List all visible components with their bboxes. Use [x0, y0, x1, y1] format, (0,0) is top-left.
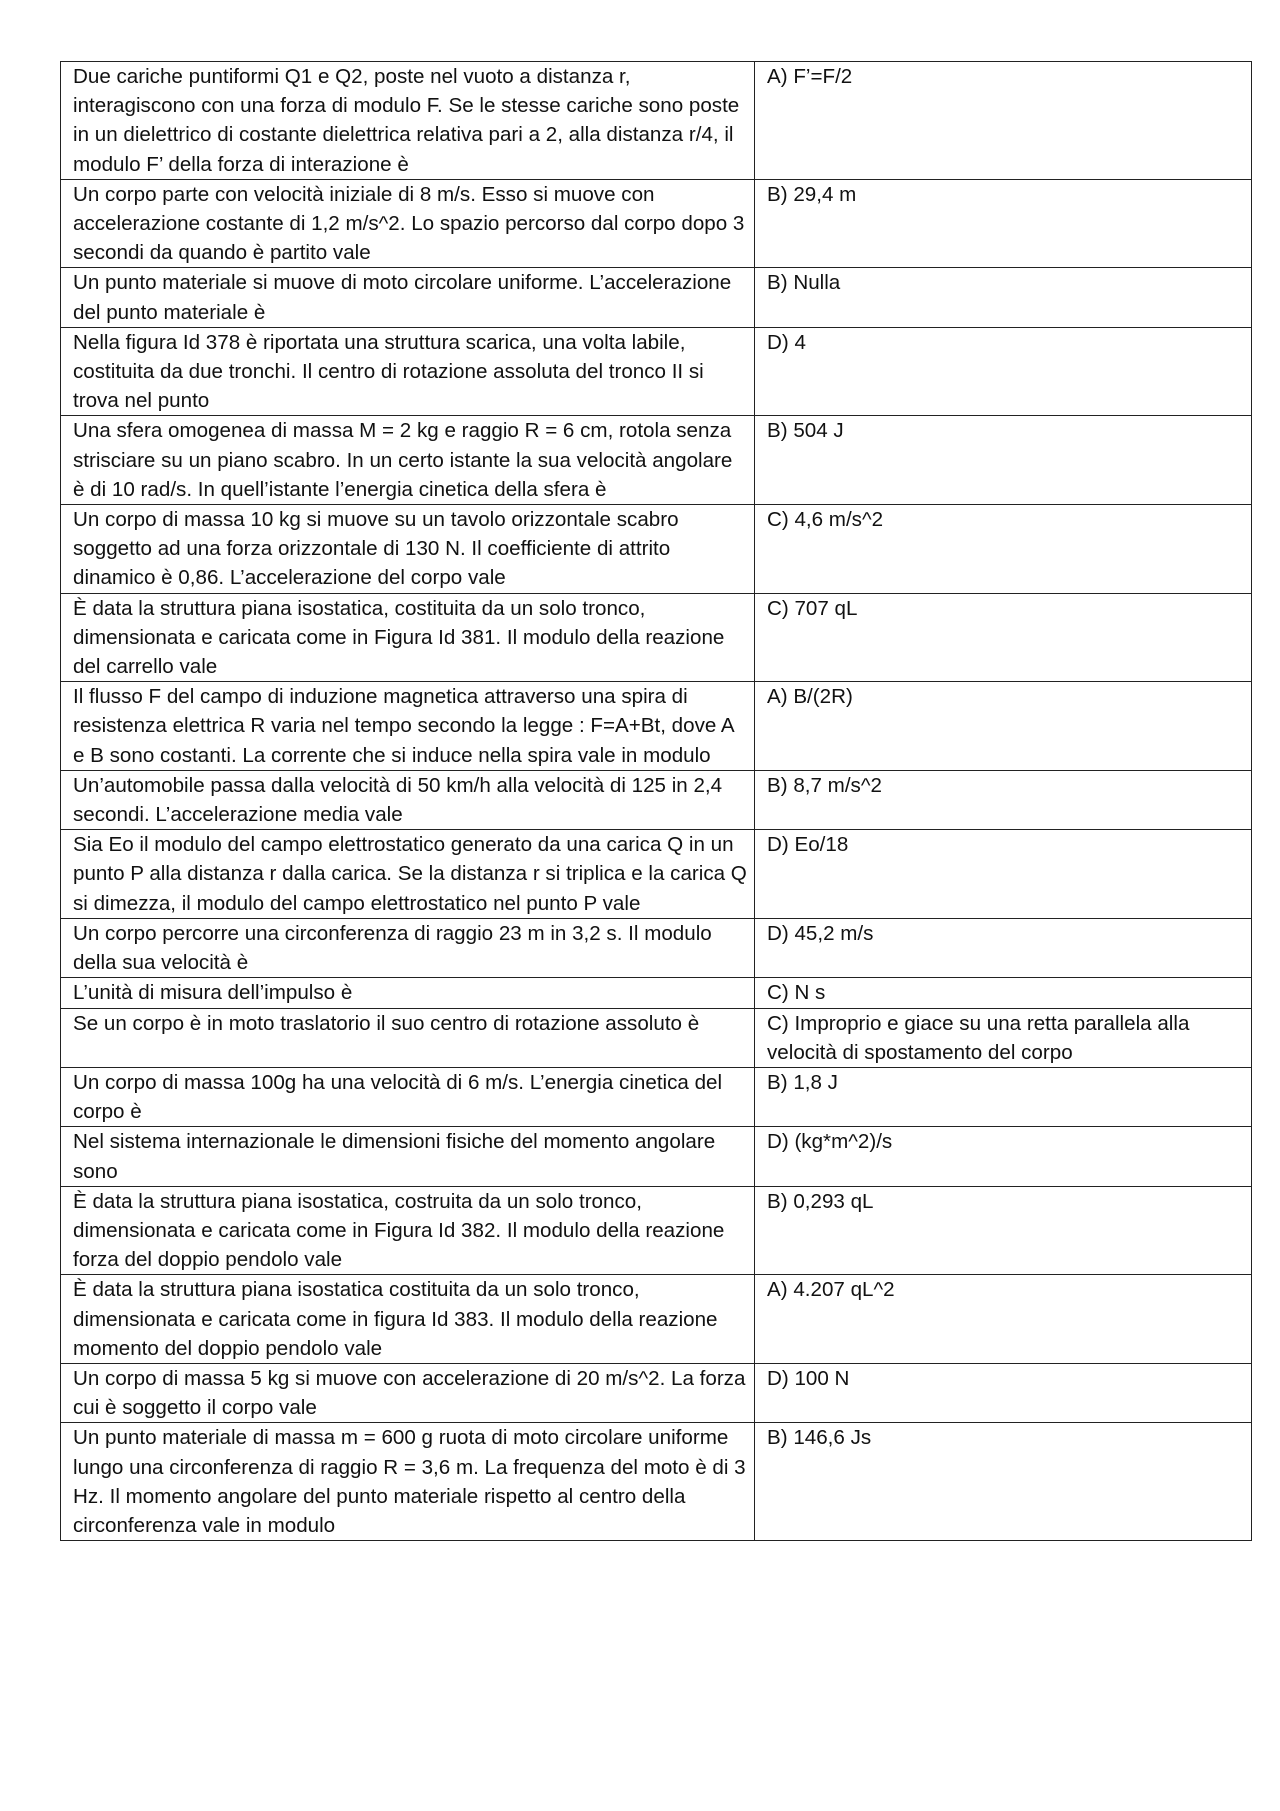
answer-cell: B) 1,8 J [755, 1067, 1252, 1126]
table-row [61, 416, 1252, 505]
table-row [61, 1275, 1252, 1364]
question-cell: È data la struttura piana isostatica costituita da un solo tronco, dimensionata e caricata come in figura Id 383. Il modulo della reazione momento del doppio pendolo vale [61, 1275, 755, 1364]
table-row [61, 1186, 1252, 1275]
qa-table [60, 61, 1252, 1541]
question-cell: Se un corpo è in moto traslatorio il suo centro di rotazione assoluto è [61, 1008, 755, 1067]
answer-cell: B) Nulla [755, 268, 1252, 327]
table-row [61, 830, 1252, 919]
table-row [61, 62, 1252, 180]
table-row [61, 505, 1252, 594]
table-row [61, 918, 1252, 977]
answer-cell: C) 707 qL [755, 593, 1252, 682]
answer-cell: B) 146,6 Js [755, 1423, 1252, 1541]
answer-cell: D) Eo/18 [755, 830, 1252, 919]
question-cell: Un corpo di massa 10 kg si muove su un tavolo orizzontale scabro soggetto ad una forza orizzontale di 130 N. Il coefficiente di attrito dinamico è 0,86. L’accelerazione del corpo vale [61, 505, 755, 594]
table-row [61, 978, 1252, 1008]
question-cell: È data la struttura piana isostatica, costituita da un solo tronco, dimensionata e caricata come in Figura Id 381. Il modulo della reazione del carrello vale [61, 593, 755, 682]
answer-cell: C) N s [755, 978, 1252, 1008]
answer-cell: B) 29,4 m [755, 179, 1252, 268]
question-cell: Nella figura Id 378 è riportata una struttura scarica, una volta labile, costituita da due tronchi. Il centro di rotazione assoluta del tronco II si trova nel punto [61, 327, 755, 416]
answer-cell: D) 45,2 m/s [755, 918, 1252, 977]
document-page [60, 61, 1213, 1541]
table-row [61, 179, 1252, 268]
table-row [61, 268, 1252, 327]
answer-cell: D) 4 [755, 327, 1252, 416]
question-cell: Un punto materiale si muove di moto circolare uniforme. L’accelerazione del punto materiale è [61, 268, 755, 327]
answer-cell: A) B/(2R) [755, 682, 1252, 771]
question-cell: Un’automobile passa dalla velocità di 50 km/h alla velocità di 125 in 2,4 secondi. L’accelerazione media vale [61, 770, 755, 829]
table-row [61, 593, 1252, 682]
table-row [61, 682, 1252, 771]
question-cell: Un punto materiale di massa m = 600 g ruota di moto circolare uniforme lungo una circonferenza di raggio R = 3,6 m. La frequenza del moto è di 3 Hz. Il momento angolare del punto materiale rispetto al centro della circonferenza vale in modulo [61, 1423, 755, 1541]
answer-cell: D) (kg*m^2)/s [755, 1127, 1252, 1186]
table-row [61, 327, 1252, 416]
table-row [61, 1127, 1252, 1186]
question-cell: Un corpo di massa 100g ha una velocità di 6 m/s. L’energia cinetica del corpo è [61, 1067, 755, 1126]
answer-cell: A) F’=F/2 [755, 62, 1252, 180]
answer-cell: C) Improprio e giace su una retta parallela alla velocità di spostamento del corpo [755, 1008, 1252, 1067]
question-cell: Nel sistema internazionale le dimensioni fisiche del momento angolare sono [61, 1127, 755, 1186]
answer-cell: C) 4,6 m/s^2 [755, 505, 1252, 594]
question-cell: Un corpo percorre una circonferenza di raggio 23 m in 3,2 s. Il modulo della sua velocità è [61, 918, 755, 977]
question-cell: Il flusso F del campo di induzione magnetica attraverso una spira di resistenza elettrica R varia nel tempo secondo la legge : F=A+Bt, dove A e B sono costanti. La corrente che si induce nella spira vale in modulo [61, 682, 755, 771]
answer-cell: B) 8,7 m/s^2 [755, 770, 1252, 829]
question-cell: È data la struttura piana isostatica, costruita da un solo tronco, dimensionata e caricata come in Figura Id 382. Il modulo della reazione forza del doppio pendolo vale [61, 1186, 755, 1275]
answer-cell: A) 4.207 qL^2 [755, 1275, 1252, 1364]
table-row [61, 1067, 1252, 1126]
question-cell: Un corpo parte con velocità iniziale di 8 m/s. Esso si muove con accelerazione costante di 1,2 m/s^2. Lo spazio percorso dal corpo dopo 3 secondi da quando è partito vale [61, 179, 755, 268]
question-cell: Una sfera omogenea di massa M = 2 kg e raggio R = 6 cm, rotola senza strisciare su un piano scabro. In un certo istante la sua velocità angolare è di 10 rad/s. In quell’istante l’energia cinetica della sfera è [61, 416, 755, 505]
table-row [61, 1423, 1252, 1541]
answer-cell: B) 0,293 qL [755, 1186, 1252, 1275]
question-cell: Due cariche puntiformi Q1 e Q2, poste nel vuoto a distanza r, interagiscono con una forza di modulo F. Se le stesse cariche sono poste in un dielettrico di costante dielettrica relativa pari a 2, alla distanza r/4, il modulo F’ della forza di interazione è [61, 62, 755, 180]
table-row [61, 1363, 1252, 1422]
answer-cell: D) 100 N [755, 1363, 1252, 1422]
question-cell: Un corpo di massa 5 kg si muove con accelerazione di 20 m/s^2. La forza cui è soggetto il corpo vale [61, 1363, 755, 1422]
answer-cell: B) 504 J [755, 416, 1252, 505]
question-cell: L’unità di misura dell’impulso è [61, 978, 755, 1008]
table-row [61, 770, 1252, 829]
table-row [61, 1008, 1252, 1067]
qa-table-body [61, 62, 1252, 1541]
question-cell: Sia Eo il modulo del campo elettrostatico generato da una carica Q in un punto P alla distanza r dalla carica. Se la distanza r si triplica e la carica Q si dimezza, il modulo del campo elettrostatico nel punto P vale [61, 830, 755, 919]
